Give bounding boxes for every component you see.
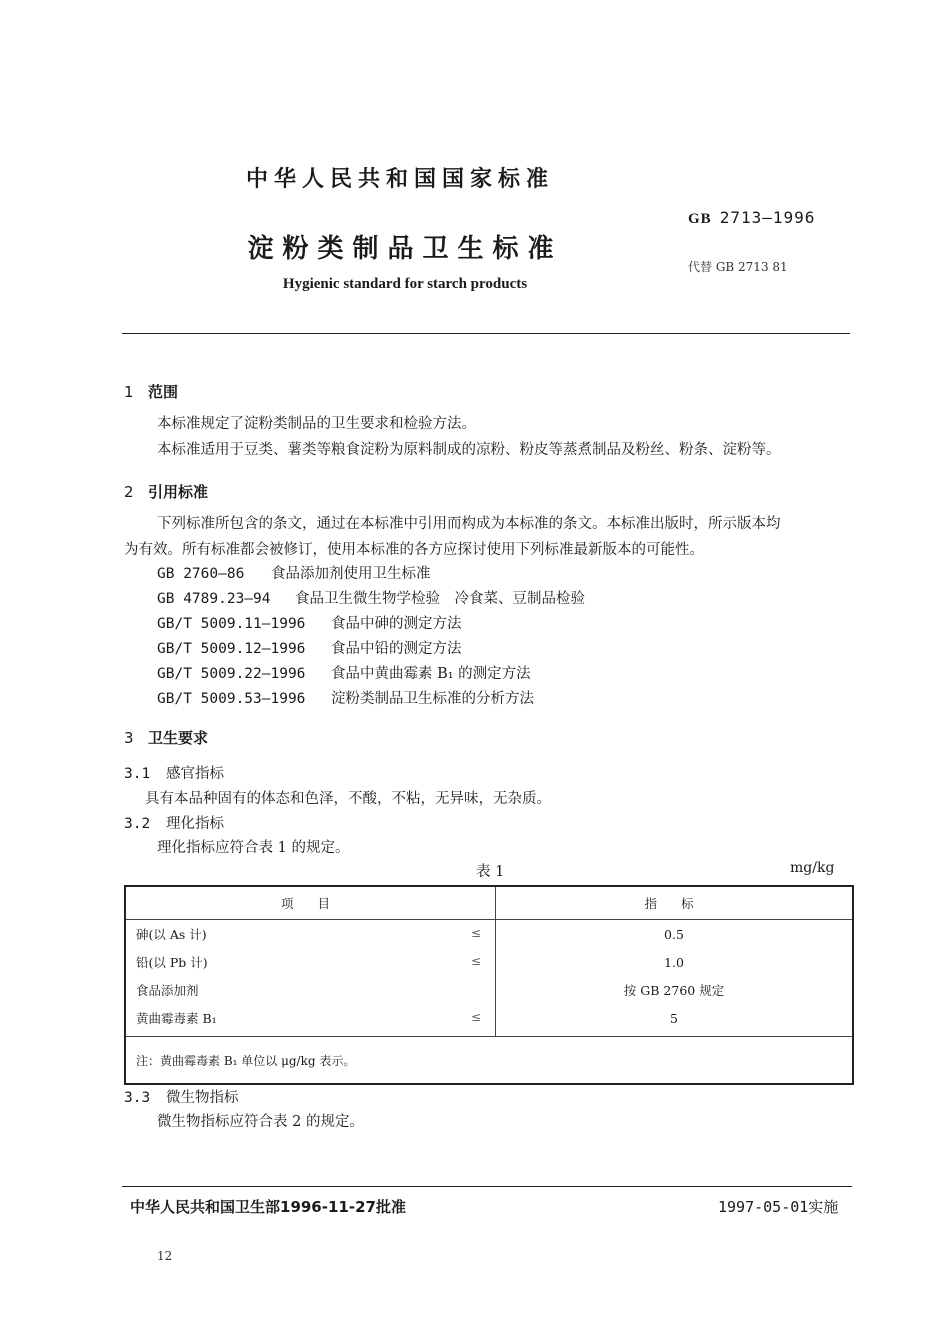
table-row	[125, 948, 853, 976]
paragraph: 本标准适用于豆类、薯类等粮食淀粉为原料制成的凉粉、粉皮等蒸煮制品及粉丝、粉条、淀粉等。	[157, 442, 781, 458]
subsection-3-2-heading	[124, 812, 224, 837]
column-header-value: 指 标	[496, 886, 854, 920]
paragraph: 理化指标应符合表 1 的规定。	[157, 840, 350, 856]
reference-code: GB/T 5009.11—1996	[157, 616, 306, 632]
subsection-3-3-heading	[124, 1086, 239, 1111]
table-cell-item	[125, 1004, 496, 1037]
standard-number	[688, 208, 815, 228]
table-cell-item	[125, 948, 496, 976]
national-standard-heading: 中华人民共和国国家标准	[245, 167, 554, 192]
section-2-heading	[124, 481, 208, 502]
paragraph: 微生物指标应符合表 2 的规定。	[157, 1114, 364, 1130]
section-number: 3	[124, 729, 134, 747]
column-header-item: 项 目	[125, 886, 496, 920]
reference-code: GB 2760—86	[157, 566, 245, 582]
table-row	[125, 920, 853, 949]
reference-title: 食品添加剂使用卫生标准	[271, 566, 431, 582]
table-row	[125, 1004, 853, 1037]
table-cell-value: 0.5	[496, 920, 854, 949]
item-label: 砷(以 As 计)	[136, 927, 207, 942]
table-header-row	[125, 886, 853, 920]
table-note-row	[125, 1037, 853, 1085]
item-label: 黄曲霉毒素 B₁	[136, 1011, 217, 1026]
reference-title: 食品中铅的测定方法	[331, 641, 462, 657]
table-note: 注：黄曲霉毒素 B₁ 单位以 μg/kg 表示。	[125, 1037, 853, 1085]
item-label: 食品添加剂	[136, 983, 199, 998]
reference-title: 淀粉类制品卫生标准的分析方法	[331, 691, 534, 707]
standard-code: 2713—1996	[719, 208, 816, 227]
standard-prefix: GB	[688, 211, 712, 227]
comparison-symbol: ≤	[470, 954, 481, 968]
section-3-heading	[124, 727, 208, 748]
table-cell-value: 5	[496, 1004, 854, 1037]
paragraph: 具有本品种固有的体态和色泽，不酸，不粘，无异味，无杂质。	[145, 791, 551, 807]
table-unit: mg/kg	[790, 860, 835, 876]
comparison-symbol: ≤	[470, 1010, 481, 1024]
paragraph: 本标准规定了淀粉类制品的卫生要求和检验方法。	[157, 416, 476, 432]
reference-item	[157, 687, 534, 712]
subsection-number: 3.2	[124, 816, 151, 832]
section-number: 1	[124, 383, 134, 401]
table-cell-item	[125, 920, 496, 949]
reference-title: 食品中砷的测定方法	[331, 616, 462, 632]
document-title-english: Hygienic standard for starch products	[282, 276, 528, 292]
subsection-number: 3.3	[124, 1090, 151, 1106]
footer-divider	[122, 1186, 852, 1187]
reference-code: GB 4789.23—94	[157, 591, 271, 607]
section-title: 引用标准	[148, 483, 209, 501]
table-row	[125, 976, 853, 1004]
reference-code: GB/T 5009.53—1996	[157, 691, 306, 707]
table-cell-item	[125, 976, 496, 1004]
reference-item	[157, 637, 462, 662]
paragraph: 下列标准所包含的条文，通过在本标准中引用而构成为本标准的条文。本标准出版时，所示版本均	[157, 516, 781, 532]
table-caption: 表 1	[476, 864, 505, 880]
subsection-number: 3.1	[124, 766, 151, 782]
subsection-title: 理化指标	[166, 816, 224, 832]
table-cell-value: 按 GB 2760 规定	[496, 976, 854, 1004]
subsection-3-1-heading	[124, 762, 224, 787]
reference-item	[157, 562, 431, 587]
section-title: 范围	[148, 383, 179, 401]
paragraph: 为有效。所有标准都会被修订，使用本标准的各方应探讨使用下列标准最新版本的可能性。	[124, 542, 704, 558]
page-number: 12	[157, 1249, 173, 1263]
effective-date: 1997-05-01实施	[718, 1198, 839, 1216]
header-divider	[122, 333, 850, 334]
reference-code: GB/T 5009.12—1996	[157, 641, 306, 657]
table-cell-value: 1.0	[496, 948, 854, 976]
reference-title: 食品卫生微生物学检验 冷食菜、豆制品检验	[295, 591, 585, 607]
document-title: 淀粉类制品卫生标准	[247, 234, 563, 264]
reference-item	[157, 662, 531, 687]
replaces-standard: 代替 GB 2713 81	[688, 260, 788, 274]
comparison-symbol: ≤	[470, 926, 481, 940]
section-number: 2	[124, 483, 134, 501]
subsection-title: 微生物指标	[166, 1090, 239, 1106]
item-label: 铅(以 Pb 计)	[136, 955, 208, 970]
reference-item	[157, 587, 585, 612]
section-title: 卫生要求	[148, 729, 209, 747]
approval-statement: 中华人民共和国卫生部1996-11-27批准	[130, 1198, 406, 1216]
reference-code: GB/T 5009.22—1996	[157, 666, 306, 682]
reference-item	[157, 612, 462, 637]
reference-title: 食品中黄曲霉素 B₁ 的测定方法	[331, 666, 531, 682]
table-1	[124, 885, 854, 1085]
section-1-heading	[124, 381, 178, 402]
subsection-title: 感官指标	[166, 766, 224, 782]
